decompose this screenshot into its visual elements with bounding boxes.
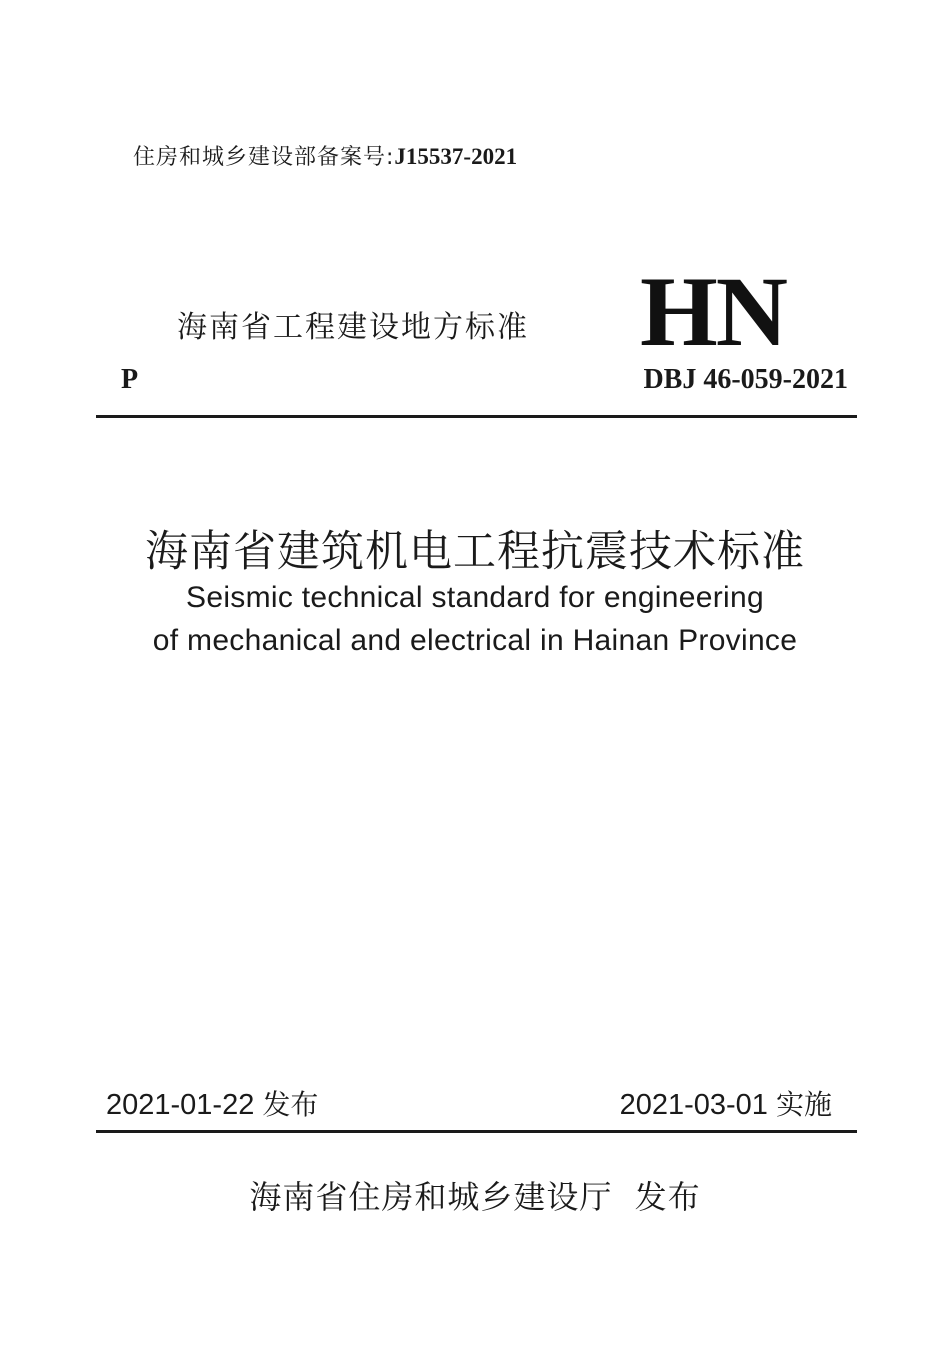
category-code: P [121,364,139,395]
filing-label: 住房和城乡建设部备案号: [133,145,395,170]
release-label: 发布 [262,1088,319,1121]
title-english-line2: of mechanical and electrical in Hainan Province [152,624,798,657]
filing-number: J15537-2021 [394,144,518,169]
hn-logo: HN [640,256,786,367]
issuer: 海南省住房和城乡建设厅 发布 [249,1178,701,1216]
release-date-value: 2021-01-22 [106,1089,255,1121]
bottom-divider [96,1130,857,1133]
top-divider [96,415,857,418]
local-standard-label: 海南省工程建设地方标准 [177,310,529,345]
title-english-line1: Seismic technical standard for engineering [186,581,764,614]
filing-record [133,140,517,171]
title-chinese: 海南省建筑机电工程抗震技术标准 [145,527,805,577]
effective-label: 实施 [775,1088,832,1121]
release-date [106,1083,318,1123]
effective-date [620,1083,832,1123]
standard-code: DBJ 46-059-2021 [643,364,848,395]
effective-date-value: 2021-03-01 [619,1089,768,1121]
